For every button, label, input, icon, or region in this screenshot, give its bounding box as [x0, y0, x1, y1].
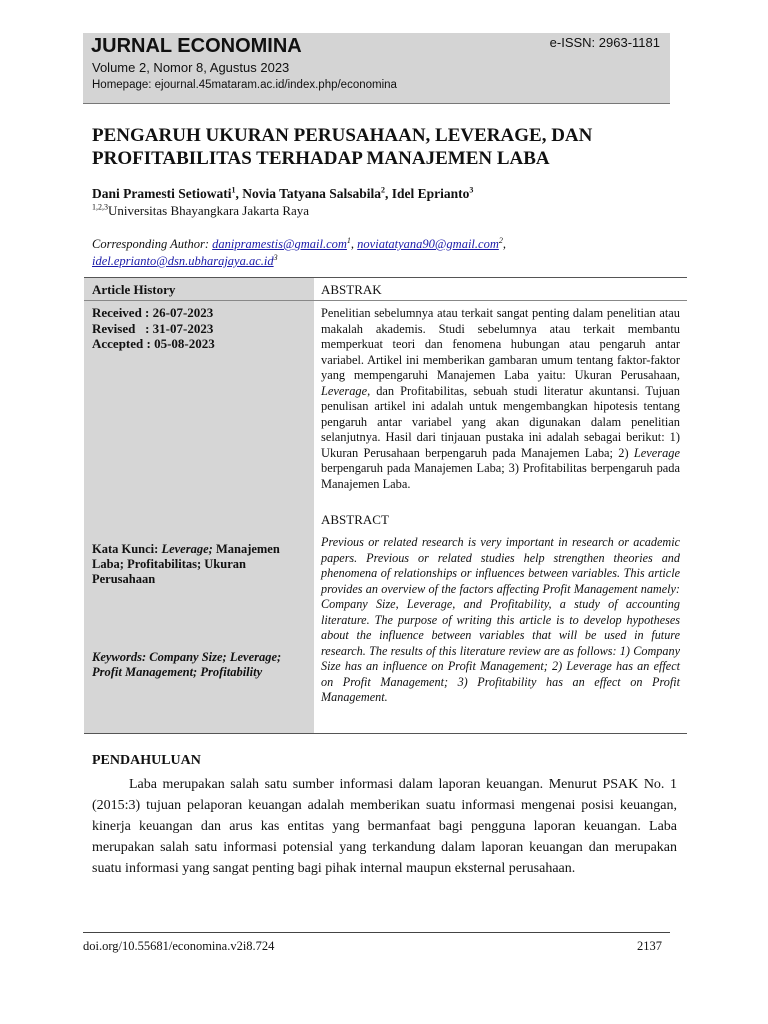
- accepted-date: Accepted : 05-08-2023: [92, 336, 215, 351]
- author-2-sup: 2: [381, 185, 386, 195]
- kata-kunci-label: Kata Kunci:: [92, 542, 162, 556]
- journal-title: JURNAL ECONOMINA: [91, 35, 302, 57]
- received-date: Received : 26-07-2023: [92, 305, 214, 320]
- keywords: Keywords: Company Size; Leverage; Profit Management; Profitability: [92, 650, 282, 679]
- journal-volume: Volume 2, Nomor 8, Agustus 2023: [92, 60, 290, 75]
- journal-issn: e-ISSN: 2963-1181: [549, 35, 660, 50]
- email-2-sup: 2: [498, 235, 503, 245]
- abstrak-p2: , dan Profitabilitas, sebuah studi literatur akuntansi. Tujuan penulisan artikel ini adalah untuk mengembangkan hipotesis tentang pengaruh antar variabel yang akan digunakan dalam penelitian selanjutnya. Hasil dari tinjauan pustaka ini adalah sebagai berikut: 1) Ukuran Perusahaan berpengaruh pada Manajemen Laba; 2): [321, 383, 680, 460]
- abstract-column: [314, 278, 687, 733]
- abstrak-heading: ABSTRAK: [321, 282, 382, 297]
- abstrak-p3: berpengaruh pada Manajemen Laba; 3) Profitabilitas berpengaruh pada Manajemen Laba.: [321, 461, 680, 491]
- abstract-text: Previous or related research is very important in research or academic papers. Previous or related studies help strengthen theories and phenomena of relationships or influences between variables. This article provides an overview of the factors affecting Profit Management namely: Company Size, Leverage, and Profitability, a study of accounting literature. The purpose of writing this article is to develop hypotheses about the influence between variables that will be used in future research. The results of this literature review are as follows: 1) Company Size has an influence on Profit Management; 2) Leverage has an effect on Profit Management; 3) Profitability has an effect on Profit Management.: [321, 535, 680, 704]
- email-1-sup: 1: [346, 235, 351, 245]
- affiliation-sup: 1,2,3: [92, 202, 108, 212]
- article-history-heading: Article History: [92, 282, 176, 297]
- corresponding-label: Corresponding Author:: [92, 237, 213, 251]
- kata-kunci-italic: Leverage;: [161, 542, 213, 556]
- article-meta-column: [84, 278, 314, 733]
- author-1: Dani Pramesti Setiowati: [92, 186, 232, 201]
- affiliation: [92, 203, 309, 219]
- abstrak-leverage-1: Leverage: [321, 383, 368, 398]
- author-list: [92, 186, 473, 202]
- abstrak-divider: [314, 300, 687, 301]
- abstrak-text: [321, 306, 680, 492]
- footer-rule: [83, 932, 670, 933]
- affiliation-name: Universitas Bhayangkara Jakarta Raya: [108, 203, 310, 218]
- email-link-2[interactable]: noviatatyana90@gmail.com: [357, 237, 499, 251]
- abstrak-p1: Penelitian sebelumnya atau terkait sangat penting dalam penelitian atau makalah akademis. Studi sebelumnya atau terkait membantu memperkuat teori dan fenomena hubungan atau pengaruh antar variabel. Artikel ini memberikan gambaran umum tentang faktor-faktor yang mempengaruhi Manajemen Laba yaitu: Ukuran Perusahaan,: [321, 306, 680, 382]
- journal-header: [83, 33, 670, 104]
- section-heading: PENDAHULUAN: [92, 753, 201, 768]
- author-sep-2: ,: [385, 186, 392, 201]
- page-number: 2137: [637, 939, 662, 953]
- paper-title: PENGARUH UKURAN PERUSAHAAN, LEVERAGE, DAN PROFITABILITAS TERHADAP MANAJEMEN LABA: [92, 125, 593, 169]
- email-3-sup: 3: [273, 252, 278, 262]
- author-3: Idel Eprianto: [391, 186, 470, 201]
- abstrak-leverage-2: Leverage: [633, 445, 680, 460]
- kata-kunci: [92, 542, 310, 587]
- email-link-3[interactable]: idel.eprianto@dsn.ubharajaya.ac.id: [92, 254, 274, 268]
- author-3-sup: 3: [469, 185, 474, 195]
- author-2: Novia Tatyana Salsabila: [242, 186, 382, 201]
- abstract-heading: ABSTRACT: [321, 512, 389, 527]
- journal-homepage[interactable]: Homepage: ejournal.45mataram.ac.id/index.php/economina: [92, 79, 397, 91]
- article-info-box: [84, 277, 687, 734]
- corresponding-author: Corresponding Author: danipramestis@gmail.com$^1$, noviatatyana90@gmail.com$^2$, $idel.eprianto@dsn.ubharajaya.ac.id^3$: [92, 235, 506, 268]
- kata-kunci-rest: Manajemen Laba; Profitabilitas; Ukuran Perusahaan: [92, 542, 280, 586]
- author-sep-1: ,: [235, 186, 243, 201]
- meta-divider: [84, 300, 314, 301]
- section-paragraph: Laba merupakan salah satu sumber informasi dalam laporan keuangan. Menurut PSAK No. 1 (2015:3) tujuan pelaporan keuangan adalah memberikan suatu informasi mengenai posisi keuangan, kinerja keuangan dan arus kas entitas yang bermanfaat bagi pengguna laporan keuangan. Laba merupakan salah satu informasi potensial yang terkandung dalam laporan keuangan dan merupakan suatu informasi yang sangat penting bagi pihak internal maupun eksternal perusahaan.: [92, 777, 677, 876]
- article-dates: [92, 305, 215, 352]
- email-link-1[interactable]: danipramestis@gmail.com: [212, 237, 347, 251]
- author-1-sup: 1: [231, 185, 236, 195]
- doi-link[interactable]: doi.org/10.55681/economina.v2i8.724: [83, 939, 275, 953]
- revised-date: Revised : 31-07-2023: [92, 320, 214, 336]
